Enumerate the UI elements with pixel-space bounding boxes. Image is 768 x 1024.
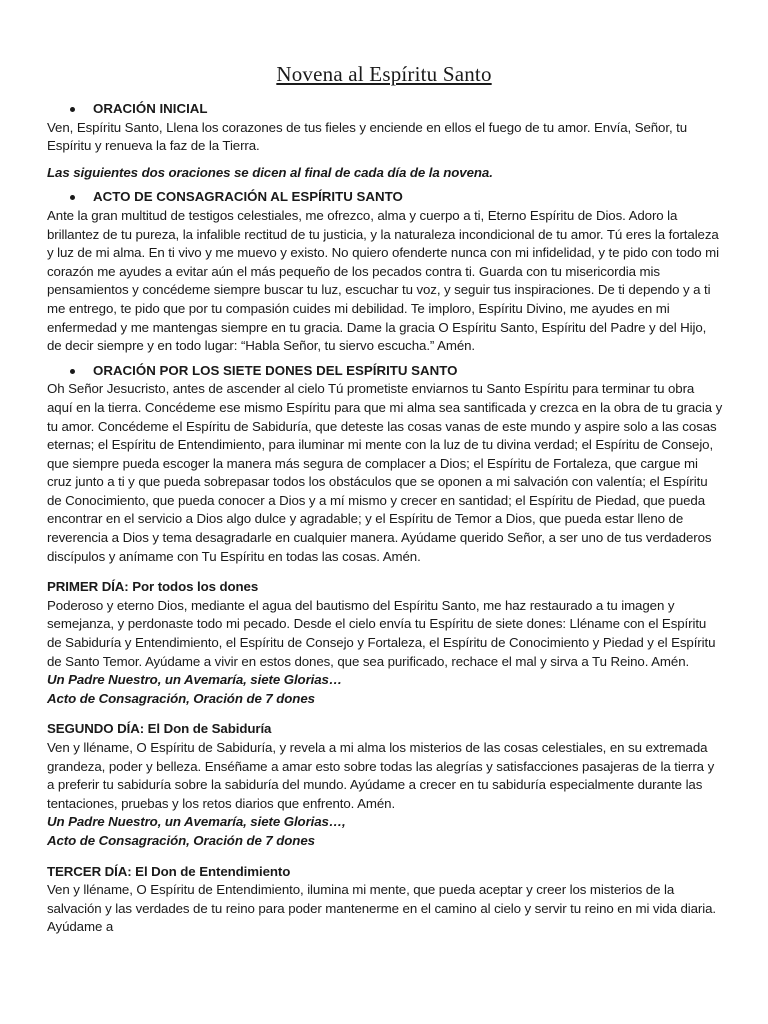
section-text-siete-dones: Oh Señor Jesucristo, antes de ascender al cielo Tú prometiste enviarnos tu Santo Espíritu para terminar tu obra aquí en la tierra. Concédeme ese mismo Espíritu para que mi alma sea santificada y crezca en la obra de tu gracia y tu amor. Concédeme el Espíritu de Sabiduría, que deteste las cosas vanas de este mundo y aspire solo a las cosas eternas; el Espíritu de Entendimiento, para iluminar mi mente con la luz de tu divina verdad; el Espíritu de Consejo, que siempre pueda escoger la manera más segura de complacer a Dios; el Espíritu de Fortaleza, que cargue mi cruz junto a ti y que pueda sobrepasar todos los obstáculos que se oponen a mi salvación con valentía; el Espíritu de Conocimiento, que pueda conocer a Dios y a mí mismo y crecer en santidad; el Espíritu de Piedad, que pueda encontrar en el servicio a Dios algo dulce y agradable; y el Espíritu de Temor a Dios, que pueda estar lleno de reverencia a Dios y tema desagradarle en cualquier manera. Ayúdame querido Señor, a ser uno de tus verdaderos discípulos y anímame con Tu Espíritu en todas las cosas. Amén. bbox=[47, 381, 723, 564]
day-text-primer: Poderoso y eterno Dios, mediante el agua del bautismo del Espíritu Santo, me haz restaurado a tu imagen y semejanza, y perdonaste todo mi pecado. Desde el cielo envía tu Espíritu de siete dones: Lléname con el Espíritu de Sabiduría y Entendimiento, el Espíritu de Consejo y Fortaleza, el Espíritu de Conocimiento y Piedad y el Espíritu de Santo Temor. Ayúdame a vivir en estos dones, que sea purificado, rechace el mal y sirva a Tu Reino. Amén. bbox=[47, 597, 716, 669]
day-heading-segundo: SEGUNDO DÍA: El Don de Sabiduría bbox=[47, 721, 272, 737]
section-heading-acto-consagracion: ACTO DE CONSAGRACIÓN AL ESPÍRITU SANTO bbox=[47, 188, 723, 207]
day-text-segundo: Ven y lléname, O Espíritu de Sabiduría, y revela a mi alma los misterios de las cosas celestiales, en su extremada grandeza, poder y belleza. Enséñame a amar esto sobre todas las alegrías y satisfacciones pasajeras de la tierra y a preferir tu sabiduría sobre la sabiduría del mundo. Ayúdame a crecer en tu sabiduría especialmente durante las tentaciones, pruebas y los retos diarios que enfrento. Amén. bbox=[47, 740, 715, 811]
section-text-acto-consagracion: Ante la gran multitud de testigos celestiales, me ofrezco, alma y cuerpo a ti, Eterno Espíritu de Dios. Adoro la brillantez de tu pureza, la infalible rectitud de tu justicia, y la naturaleza incondicional de tu amor. Tú eres la fortaleza y luz de mi alma. En ti vivo y me muevo y existo. No quiero ofenderte nunca con mi infidelidad, y te pido con todo mi corazón me ayudes a evitar aún el más pequeño de los pecados contra ti. Guarda con tu misericordia mis pensamientos y concédeme siempre buscar tu luz, escuchar tu voz, y seguir tus inspiraciones. De ti dependo y a ti me entrego, te pido que por tu compasión cuides mi debilidad. Te imploro, Espíritu Divino, me ayudes en mi enfermedad y me mantengas siempre en tu gracia. Dame la gracia O Espíritu Santo, Espíritu del Padre y del Hijo, de decir siempre y en todo lugar: “Habla Señor, tu siervo escucha.” Amén. bbox=[47, 207, 719, 354]
page-title: Novena al Espíritu Santo bbox=[276, 62, 492, 86]
day-closing-primer-2: Acto de Consagración, Oración de 7 dones bbox=[47, 690, 315, 706]
day-heading-tercer: TERCER DÍA: El Don de Entendimiento bbox=[47, 863, 291, 879]
day-heading-primer: PRIMER DÍA: Por todos los dones bbox=[47, 579, 259, 595]
day-closing-segundo-1: Un Padre Nuestro, un Avemaría, siete Glorias…, bbox=[47, 814, 346, 830]
section-text-oracion-inicial: Ven, Espíritu Santo, Llena los corazones de tus fieles y enciende en ellos el fuego de tu amor. Envía, Señor, tu Espíritu y renueva la faz de la Tierra. bbox=[47, 119, 688, 154]
bullet-icon bbox=[70, 369, 75, 374]
day-text-tercer: Ven y lléname, O Espíritu de Entendimiento, ilumina mi mente, que pueda aceptar y creer los misterios de la salvación y las verdades de tu reino para poder mantenerme en el camino al cielo y servir tu reino en mi vida diaria. Ayúdame a bbox=[47, 882, 717, 935]
document-body bbox=[47, 100, 723, 937]
day-closing-segundo-2: Acto de Consagración, Oración de 7 dones bbox=[47, 832, 315, 848]
bullet-icon bbox=[70, 107, 75, 112]
day-closing-primer-1: Un Padre Nuestro, un Avemaría, siete Glorias… bbox=[47, 672, 343, 688]
intro-note: Las siguientes dos oraciones se dicen al final de cada día de la novena. bbox=[47, 164, 493, 180]
section-heading-oracion-inicial: ORACIÓN INICIAL bbox=[47, 100, 723, 119]
section-heading-siete-dones: ORACIÓN POR LOS SIETE DONES DEL ESPÍRITU SANTO bbox=[47, 362, 723, 381]
